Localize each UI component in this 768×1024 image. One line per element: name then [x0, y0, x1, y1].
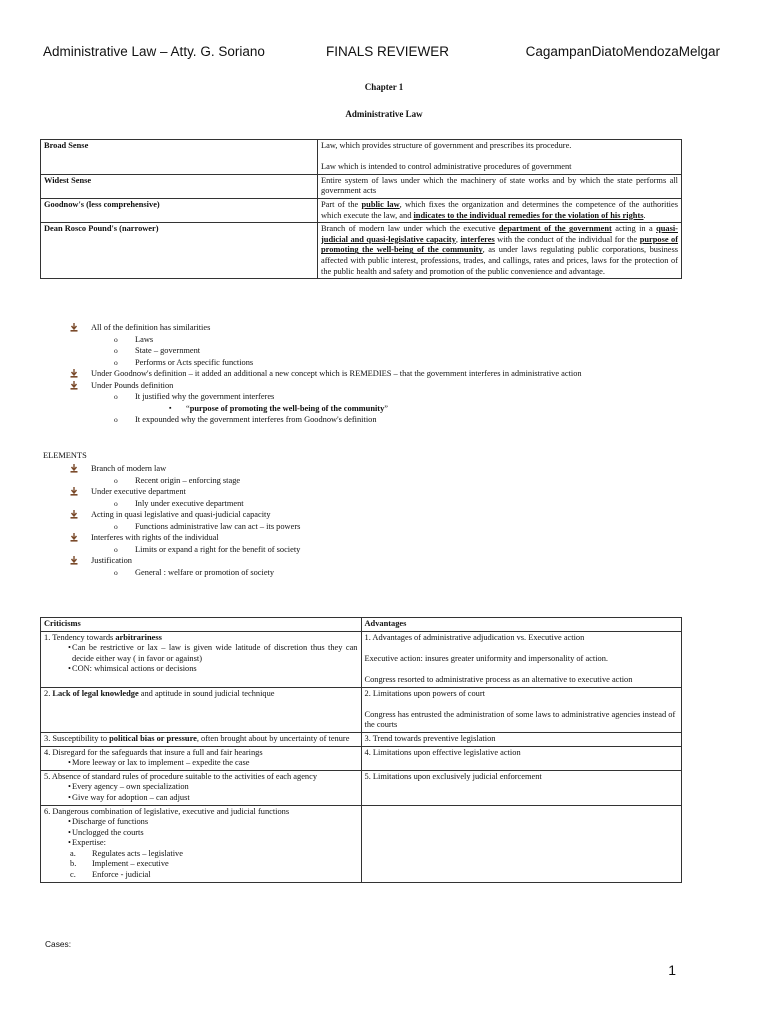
text-run: Congress has entrusted the administration of some laws to administrative agencies instead of the courts — [364, 709, 676, 730]
criticism-text — [44, 633, 358, 644]
criticisms-advantages-table — [40, 617, 682, 883]
note-subsubitem — [43, 403, 682, 415]
note-text: All of the definition has similarities — [91, 323, 211, 332]
element-subitem: o General : welfare or promotion of society — [43, 567, 682, 579]
text-run: Law, which provides structure of government and prescribes its procedure. — [321, 141, 572, 150]
advantage-cell — [361, 631, 682, 687]
arrow-bullet-icon — [70, 369, 78, 378]
text-run: 3. Trend towards preventive legislation — [364, 733, 496, 743]
definition-row — [41, 198, 682, 222]
definition-row — [41, 174, 682, 198]
text-run: Branch of modern law under which the executive — [321, 224, 499, 234]
cases-label: Cases: — [45, 939, 72, 949]
advantage-cell — [361, 805, 682, 882]
text-run: Lack of legal knowledge — [52, 688, 139, 698]
element-text: Acting in quasi legislative and quasi-judicial capacity — [91, 510, 271, 519]
element-text: Under executive department — [91, 487, 186, 496]
note-subitem: o Performs or Acts specific functions — [43, 357, 682, 369]
text-run: 5. Absence of standard rules of procedure suitable to the activities of each agency — [44, 771, 318, 781]
criticism-bullet: • Unclogged the courts — [44, 828, 358, 839]
chapter-title: Chapter 1 — [364, 82, 404, 92]
elements-heading: ELEMENTS — [43, 451, 87, 460]
text-run: Entire system of laws under which the machinery of state works and by which the state performs all government acts — [321, 175, 678, 196]
definition-term: Goodnow's (less comprehensive) — [41, 198, 318, 222]
text-run: 2. Limitations upon powers of court — [364, 688, 485, 698]
elements-list — [43, 463, 682, 578]
criticism-text — [44, 734, 358, 745]
element-item — [43, 463, 682, 475]
criticism-bullet: • CON: whimsical actions or decisions — [44, 664, 358, 675]
arrow-bullet-icon — [70, 323, 78, 332]
element-text: Interferes with rights of the individual — [91, 533, 219, 542]
text-run: 1. Tendency towards — [44, 632, 116, 642]
text-run: 4. Limitations upon effective legislative action — [364, 747, 521, 757]
criticisms-header: Criticisms — [41, 618, 362, 632]
subitem-marker: a. — [70, 848, 76, 858]
note-subitem: o It justified why the government interferes — [43, 391, 682, 403]
advantage-cell — [361, 732, 682, 746]
header-middle: FINALS REVIEWER — [326, 44, 450, 59]
element-text: Branch of modern law — [91, 464, 167, 473]
text-run: Part of the — [321, 199, 362, 209]
criticism-cell — [41, 631, 362, 687]
criticism-bullet: • Can be restrictive or lax – law is given wide latitude of discretion thus they can decide either way ( in favor or against) — [44, 643, 358, 664]
definition-row — [41, 223, 682, 279]
criticism-bullet: • Discharge of functions — [44, 817, 358, 828]
text-run: 3. Susceptibility to — [44, 733, 110, 743]
definition-text — [318, 223, 682, 279]
text-run: 1. Advantages of administrative adjudication vs. Executive action — [364, 632, 585, 642]
arrow-bullet-icon — [70, 533, 78, 542]
arrow-bullet-icon — [70, 510, 78, 519]
comparison-row — [41, 770, 682, 805]
text-run: 5. Limitations upon exclusively judicial enforcement — [364, 771, 542, 781]
quote-close: ” — [384, 403, 388, 413]
text-run: 6. Dangerous combination of legislative, executive and judicial functions — [44, 806, 290, 816]
element-item — [43, 486, 682, 498]
note-text: Under Goodnow's definition – it added an additional a new concept which is REMEDIES – that the government interferes in administrative action — [91, 369, 582, 378]
text-run: Congress resorted to administrative process as an alternative to executive action — [364, 674, 633, 684]
element-subitem: o Limits or expand a right for the benefit of society — [43, 544, 682, 556]
criticism-subitem — [44, 849, 358, 860]
criticism-subitem — [44, 859, 358, 870]
arrow-bullet-icon — [70, 556, 78, 565]
text-run: public law — [361, 199, 400, 209]
text-run: Executive action: insures greater uniformity and impersonality of action. — [364, 653, 608, 663]
text-run: 4. Disregard for the safeguards that insure a full and fair hearings — [44, 747, 263, 757]
note-subitem: o It expounded why the government interferes from Goodnow's definition — [43, 414, 682, 426]
element-subitem: o Inly under executive department — [43, 498, 682, 510]
page-number: 1 — [668, 962, 676, 978]
comparison-row — [41, 805, 682, 882]
criticism-bullet: • Expertise: — [44, 838, 358, 849]
arrow-bullet-icon — [70, 381, 78, 390]
definition-row — [41, 140, 682, 175]
comparison-row — [41, 732, 682, 746]
text-run: arbitrariness — [115, 632, 162, 642]
note-item — [43, 322, 682, 334]
text-run: department of the government — [498, 224, 612, 234]
element-text: Justification — [91, 556, 132, 565]
subitem-text: Enforce - judicial — [92, 870, 151, 880]
definition-notes — [43, 322, 682, 426]
definition-term: Broad Sense — [41, 140, 318, 175]
subitem-text: Implement – executive — [92, 859, 169, 869]
element-item — [43, 555, 682, 567]
advantage-cell — [361, 746, 682, 770]
note-subitem: o State – government — [43, 345, 682, 357]
comparison-row — [41, 687, 682, 732]
criticism-text — [44, 772, 358, 783]
subitem-text: Regulates acts – legislative — [92, 848, 183, 858]
criticism-bullet: • Every agency – own specialization — [44, 782, 358, 793]
criticism-text — [44, 689, 358, 700]
text-run: acting in a — [611, 224, 657, 234]
advantages-header: Advantages — [361, 618, 682, 632]
text-run: , often brought about by uncertainty of tenure — [196, 733, 350, 743]
criticism-cell — [41, 732, 362, 746]
advantage-cell — [361, 687, 682, 732]
text-run: interferes — [460, 234, 495, 244]
definition-term: Dean Rosco Pound's (narrower) — [41, 223, 318, 279]
header-left: Administrative Law – Atty. G. Soriano — [43, 44, 265, 59]
comparison-row — [41, 631, 682, 687]
criticism-cell — [41, 746, 362, 770]
note-item — [43, 380, 682, 392]
element-subitem: o Recent origin – enforcing stage — [43, 475, 682, 487]
criticism-bullet: • More leeway or lax to implement – expedite the case — [44, 758, 358, 769]
definitions-table — [40, 139, 682, 279]
quote-text: purpose of promoting the well-being of the community — [189, 403, 385, 413]
text-run: with the conduct of the individual for the — [494, 234, 640, 244]
text-run: , as under laws regulating public corporations, business affected with public interest, professions, trades, and callings, rates and prices, laws for the protection of the public health and safety and promotion of the public convenience and advantage. — [321, 245, 679, 276]
advantage-cell — [361, 770, 682, 805]
note-subitem: o Laws — [43, 334, 682, 346]
text-run: political bias or pressure — [109, 733, 197, 743]
definition-text — [318, 140, 682, 175]
text-run: Law which is intended to control administrative procedures of government — [321, 162, 572, 172]
criticism-text — [44, 807, 358, 818]
criticism-text — [44, 748, 358, 759]
definition-term: Widest Sense — [41, 174, 318, 198]
definition-text — [318, 198, 682, 222]
page-header — [43, 44, 720, 64]
element-item — [43, 532, 682, 544]
text-run: and aptitude in sound judicial technique — [138, 688, 275, 698]
element-subitem: o Functions administrative law can act – its powers — [43, 521, 682, 533]
section-title: Administrative Law — [345, 109, 423, 119]
element-item — [43, 509, 682, 521]
text-run: , which fixes the organization and determines the competence of the authorities which execute the law, and — [321, 199, 678, 220]
criticism-cell — [41, 805, 362, 882]
header-right: CagampanDiatoMendozaMelgar — [525, 44, 720, 59]
comparison-row — [41, 746, 682, 770]
criticism-cell — [41, 687, 362, 732]
text-run: 2. — [44, 688, 53, 698]
text-run: purpose of promoting the well-being of the community — [321, 234, 678, 255]
criticism-cell — [41, 770, 362, 805]
text-run: indicates to the individual remedies for the violation of his rights — [413, 210, 644, 220]
note-item — [43, 368, 682, 380]
criticism-subitem — [44, 870, 358, 881]
text-run: . — [643, 210, 646, 220]
text-run: , — [455, 234, 461, 244]
note-text: Under Pounds definition — [91, 380, 174, 390]
criticism-bullet: • Give way for adoption – can adjust — [44, 793, 358, 804]
arrow-bullet-icon — [70, 487, 78, 496]
definition-text — [318, 174, 682, 198]
text-run: quasi-judicial and quasi-legislative capacity — [321, 224, 678, 244]
subitem-marker: b. — [70, 859, 77, 869]
subitem-marker: c. — [70, 870, 76, 880]
quote-open: “ — [186, 403, 190, 413]
arrow-bullet-icon — [70, 464, 78, 473]
